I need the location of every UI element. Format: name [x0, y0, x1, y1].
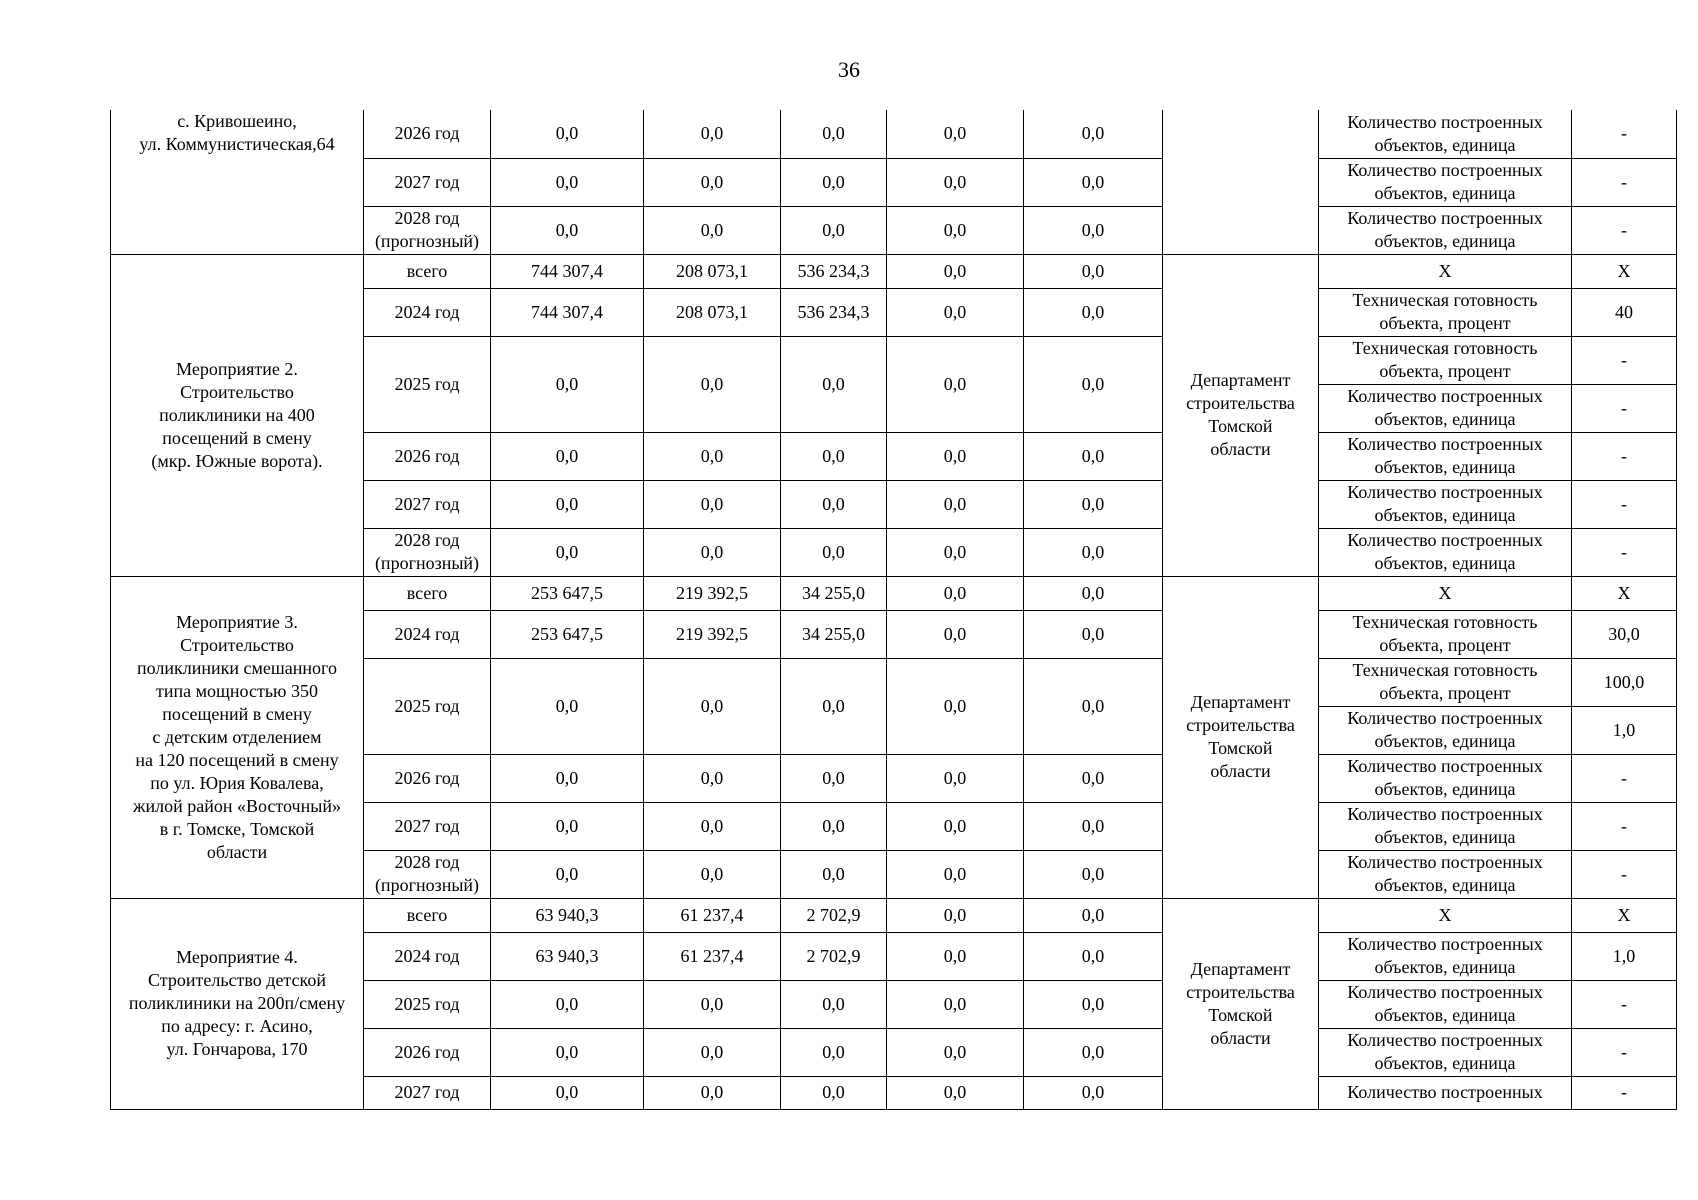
executor-line: Томской	[1208, 416, 1273, 436]
indicator-name-line: X	[1438, 582, 1452, 603]
regional-value: 536 234,3	[781, 288, 887, 336]
indicator-name-cell	[1319, 802, 1572, 850]
extrabudget-value: 0,0	[1024, 754, 1163, 802]
event-name-line: ул. Гончарова, 170	[166, 1039, 308, 1059]
local-value: 0,0	[887, 110, 1024, 158]
total-value: 63 940,3	[491, 898, 644, 932]
indicator-value: -	[1572, 110, 1677, 158]
year-label: всего	[406, 582, 448, 603]
total-value: 0,0	[491, 336, 644, 432]
indicator-name-cell	[1319, 980, 1572, 1028]
executor-line: Томской	[1208, 1004, 1273, 1025]
indicator-name-line: Количество построенных	[1347, 982, 1543, 1002]
year-label: 2026 год	[394, 767, 460, 788]
year-label: 2025 год	[394, 695, 460, 716]
event-name-line: Мероприятие 2.	[176, 358, 298, 379]
extrabudget-value: 0,0	[1024, 158, 1163, 206]
extrabudget-value: 0,0	[1024, 932, 1163, 980]
year-label: (прогнозный)	[374, 231, 480, 251]
extrabudget-value: 0,0	[1024, 206, 1163, 254]
extrabudget-value: 0,0	[1024, 480, 1163, 528]
year-cell	[364, 1028, 491, 1076]
federal-value: 219 392,5	[644, 610, 781, 658]
local-value: 0,0	[887, 336, 1024, 432]
indicator-name-line: Количество построенных	[1347, 434, 1543, 454]
year-cell	[364, 158, 491, 206]
year-label: 2025 год	[394, 373, 460, 394]
indicator-name-line: Количество построенных	[1347, 111, 1543, 132]
year-label: 2028 год	[394, 530, 460, 550]
total-value: 0,0	[491, 802, 644, 850]
executor-line: Департамент	[1190, 370, 1291, 390]
extrabudget-value: 0,0	[1024, 802, 1163, 850]
indicator-name-cell	[1319, 528, 1572, 576]
indicator-name-line: Количество построенных	[1347, 160, 1543, 180]
indicator-value: -	[1572, 850, 1677, 898]
indicator-name-line: объектов, единица	[1374, 731, 1516, 751]
indicator-value: X	[1572, 576, 1677, 610]
indicator-name-cell	[1319, 898, 1572, 932]
federal-value: 0,0	[644, 528, 781, 576]
executor-line: строительства	[1186, 715, 1295, 735]
local-value: 0,0	[887, 850, 1024, 898]
local-value: 0,0	[887, 932, 1024, 980]
regional-value: 0,0	[781, 1028, 887, 1076]
local-value: 0,0	[887, 480, 1024, 528]
regional-value: 0,0	[781, 802, 887, 850]
indicator-name-cell	[1319, 1028, 1572, 1076]
indicator-name-cell	[1319, 754, 1572, 802]
event-name-line: по ул. Юрия Ковалева,	[150, 772, 324, 793]
indicator-name-line: Количество построенных	[1347, 386, 1543, 406]
year-label: 2027 год	[394, 815, 460, 836]
extrabudget-value: 0,0	[1024, 254, 1163, 288]
indicator-name-cell	[1319, 336, 1572, 384]
year-cell	[364, 932, 491, 980]
indicator-name-line: Техническая готовность	[1352, 338, 1538, 358]
indicator-name-cell	[1319, 480, 1572, 528]
indicator-name-line: объектов, единица	[1374, 957, 1516, 977]
event-name-cell	[111, 898, 364, 1109]
year-label: 2026 год	[394, 445, 460, 466]
year-cell	[364, 1076, 491, 1109]
table-row	[111, 254, 1677, 288]
year-label: 2027 год	[394, 1082, 460, 1102]
event-name-line: типа мощностью 350	[156, 680, 318, 701]
regional-value: 0,0	[781, 206, 887, 254]
federal-value: 0,0	[644, 850, 781, 898]
year-cell	[364, 576, 491, 610]
federal-value: 0,0	[644, 336, 781, 432]
indicator-name-line: Техническая готовность	[1352, 290, 1538, 310]
regional-value: 0,0	[781, 432, 887, 480]
indicator-name-cell	[1319, 1076, 1572, 1109]
event-name-line: Строительство	[180, 634, 294, 655]
indicator-name-cell	[1319, 850, 1572, 898]
indicator-name-cell	[1319, 254, 1572, 288]
event-name-line: в г. Томске, Томской	[159, 818, 315, 839]
event-name-line: жилой район «Восточный»	[133, 795, 341, 816]
extrabudget-value: 0,0	[1024, 980, 1163, 1028]
year-label: 2026 год	[394, 1041, 460, 1062]
year-cell	[364, 110, 491, 158]
regional-value: 0,0	[781, 850, 887, 898]
indicator-name-line: объекта, процент	[1379, 313, 1511, 333]
regional-value: 0,0	[781, 1076, 887, 1109]
indicator-value: 40	[1572, 288, 1677, 336]
extrabudget-value: 0,0	[1024, 432, 1163, 480]
year-label: 2024 год	[394, 945, 460, 966]
indicator-name-line: объектов, единица	[1374, 183, 1516, 203]
year-label: 2024 год	[394, 301, 460, 322]
year-label: 2027 год	[394, 171, 460, 192]
year-label: 2028 год	[394, 852, 460, 872]
event-name-cell	[111, 110, 364, 254]
indicator-name-line: объектов, единица	[1374, 134, 1516, 155]
indicator-name-line: Количество построенных	[1347, 1030, 1543, 1050]
year-cell	[364, 480, 491, 528]
year-cell	[364, 658, 491, 754]
table-row	[111, 898, 1677, 932]
indicator-name-line: Техническая готовность	[1352, 612, 1538, 632]
local-value: 0,0	[887, 576, 1024, 610]
federal-value: 61 237,4	[644, 898, 781, 932]
total-value: 253 647,5	[491, 610, 644, 658]
indicator-value: 100,0	[1572, 658, 1677, 706]
federal-value: 0,0	[644, 110, 781, 158]
federal-value: 219 392,5	[644, 576, 781, 610]
event-name-line: Мероприятие 3.	[176, 611, 298, 632]
federal-value: 208 073,1	[644, 254, 781, 288]
year-label: 2024 год	[394, 623, 460, 644]
indicator-name-line: Количество построенных	[1347, 852, 1543, 872]
event-name-line: посещений в смену	[162, 427, 312, 448]
total-value: 744 307,4	[491, 288, 644, 336]
regional-value: 2 702,9	[781, 932, 887, 980]
year-label: 2026 год	[394, 123, 460, 144]
indicator-value: -	[1572, 384, 1677, 432]
regional-value: 34 255,0	[781, 576, 887, 610]
indicator-name-line: объектов, единица	[1374, 505, 1516, 525]
page-number: 36	[838, 57, 860, 82]
executor-line: Департамент	[1190, 692, 1291, 712]
indicator-name-cell	[1319, 706, 1572, 754]
indicator-name-line: объектов, единица	[1374, 1005, 1516, 1025]
total-value: 0,0	[491, 658, 644, 754]
regional-value: 0,0	[781, 658, 887, 754]
indicator-value: -	[1572, 432, 1677, 480]
indicator-name-line: объектов, единица	[1374, 1053, 1516, 1073]
regional-value: 0,0	[781, 336, 887, 432]
indicator-value: -	[1572, 158, 1677, 206]
event-name-cell	[111, 254, 364, 576]
executor-cell	[1163, 110, 1319, 254]
indicator-name-line: объектов, единица	[1374, 457, 1516, 477]
indicator-name-line: Количество построенных	[1347, 804, 1543, 824]
event-name-line: области	[206, 841, 268, 862]
indicator-name-cell	[1319, 158, 1572, 206]
indicator-name-line: объектов, единица	[1374, 553, 1516, 573]
indicator-name-line: X	[1438, 260, 1452, 281]
extrabudget-value: 0,0	[1024, 1028, 1163, 1076]
federal-value: 0,0	[644, 206, 781, 254]
indicator-value: 1,0	[1572, 706, 1677, 754]
indicator-name-line: объекта, процент	[1379, 635, 1511, 655]
total-value: 253 647,5	[491, 576, 644, 610]
indicator-name-line: Количество построенных	[1347, 482, 1543, 502]
indicator-name-line: объектов, единица	[1374, 827, 1516, 847]
indicator-value: -	[1572, 802, 1677, 850]
extrabudget-value: 0,0	[1024, 1076, 1163, 1109]
regional-value: 0,0	[781, 528, 887, 576]
indicator-name-line: объектов, единица	[1374, 409, 1516, 429]
table-row	[111, 110, 1677, 158]
executor-line: строительства	[1186, 981, 1295, 1002]
indicator-value: -	[1572, 206, 1677, 254]
federal-value: 0,0	[644, 1076, 781, 1109]
federal-value: 61 237,4	[644, 932, 781, 980]
event-name-line: ул. Коммунистическая,64	[139, 134, 335, 154]
local-value: 0,0	[887, 528, 1024, 576]
extrabudget-value: 0,0	[1024, 610, 1163, 658]
year-label: (прогнозный)	[374, 553, 480, 573]
extrabudget-value: 0,0	[1024, 336, 1163, 432]
indicator-value: X	[1572, 898, 1677, 932]
year-cell	[364, 802, 491, 850]
total-value: 0,0	[491, 980, 644, 1028]
local-value: 0,0	[887, 980, 1024, 1028]
regional-value: 0,0	[781, 480, 887, 528]
indicator-name-line: объекта, процент	[1379, 683, 1511, 703]
regional-value: 0,0	[781, 980, 887, 1028]
indicator-name-line: Количество построенных	[1347, 756, 1543, 776]
local-value: 0,0	[887, 254, 1024, 288]
indicator-name-line: X	[1438, 904, 1452, 925]
event-name-line: с детским отделением	[152, 726, 322, 747]
total-value: 0,0	[491, 1028, 644, 1076]
indicator-name-line: Количество построенных	[1347, 708, 1543, 728]
federal-value: 0,0	[644, 432, 781, 480]
total-value: 0,0	[491, 110, 644, 158]
federal-value: 0,0	[644, 754, 781, 802]
indicator-value: -	[1572, 480, 1677, 528]
indicator-name-cell	[1319, 110, 1572, 158]
year-cell	[364, 610, 491, 658]
event-name-cell	[111, 576, 364, 898]
indicator-name-cell	[1319, 610, 1572, 658]
indicator-name-line: объектов, единица	[1374, 875, 1516, 895]
year-label: 2025 год	[394, 993, 460, 1014]
extrabudget-value: 0,0	[1024, 898, 1163, 932]
total-value: 0,0	[491, 158, 644, 206]
event-name-line: поликлиники на 400	[159, 404, 315, 425]
year-cell	[364, 254, 491, 288]
program-activities-table	[110, 110, 1677, 1110]
extrabudget-value: 0,0	[1024, 658, 1163, 754]
local-value: 0,0	[887, 802, 1024, 850]
event-name-line: (мкр. Южные ворота).	[151, 450, 323, 471]
regional-value: 0,0	[781, 754, 887, 802]
total-value: 0,0	[491, 480, 644, 528]
year-cell	[364, 898, 491, 932]
event-name-line: на 120 посещений в смену	[135, 749, 339, 770]
year-cell	[364, 336, 491, 432]
executor-line: строительства	[1186, 393, 1295, 413]
indicator-name-line: объектов, единица	[1374, 779, 1516, 799]
indicator-name-cell	[1319, 384, 1572, 432]
indicator-name-cell	[1319, 432, 1572, 480]
local-value: 0,0	[887, 1076, 1024, 1109]
total-value: 0,0	[491, 754, 644, 802]
federal-value: 0,0	[644, 480, 781, 528]
indicator-name-line: Количество построенных	[1347, 934, 1543, 954]
year-cell	[364, 206, 491, 254]
total-value: 0,0	[491, 528, 644, 576]
year-cell	[364, 528, 491, 576]
indicator-name-line: Количество построенных	[1347, 1082, 1543, 1102]
year-label: (прогнозный)	[374, 875, 480, 895]
table-row	[111, 576, 1677, 610]
event-name-line: Строительство	[180, 381, 294, 402]
event-name-line: по адресу: г. Асино,	[161, 1016, 313, 1036]
total-value: 63 940,3	[491, 932, 644, 980]
local-value: 0,0	[887, 158, 1024, 206]
local-value: 0,0	[887, 610, 1024, 658]
federal-value: 0,0	[644, 980, 781, 1028]
local-value: 0,0	[887, 898, 1024, 932]
local-value: 0,0	[887, 658, 1024, 754]
indicator-value: -	[1572, 1076, 1677, 1109]
federal-value: 208 073,1	[644, 288, 781, 336]
extrabudget-value: 0,0	[1024, 288, 1163, 336]
indicator-name-line: Техническая готовность	[1352, 660, 1538, 680]
year-label: 2028 год	[394, 208, 460, 228]
event-name-line: поликлиники смешанного	[137, 657, 337, 678]
local-value: 0,0	[887, 206, 1024, 254]
indicator-value: -	[1572, 1028, 1677, 1076]
federal-value: 0,0	[644, 658, 781, 754]
indicator-value: -	[1572, 528, 1677, 576]
total-value: 0,0	[491, 432, 644, 480]
extrabudget-value: 0,0	[1024, 110, 1163, 158]
indicator-name-line: Количество построенных	[1347, 530, 1543, 550]
executor-cell	[1163, 576, 1319, 898]
executor-line: Томской	[1208, 738, 1273, 758]
year-label: 2027 год	[394, 493, 460, 514]
regional-value: 536 234,3	[781, 254, 887, 288]
indicator-name-line: Количество построенных	[1347, 208, 1543, 228]
indicator-name-cell	[1319, 658, 1572, 706]
indicator-name-cell	[1319, 932, 1572, 980]
year-label: всего	[406, 904, 448, 925]
local-value: 0,0	[887, 754, 1024, 802]
event-name-line: посещений в смену	[162, 703, 312, 724]
indicator-name-cell	[1319, 206, 1572, 254]
indicator-name-line: объекта, процент	[1379, 361, 1511, 381]
total-value: 0,0	[491, 850, 644, 898]
year-cell	[364, 432, 491, 480]
year-cell	[364, 288, 491, 336]
indicator-value: -	[1572, 336, 1677, 384]
federal-value: 0,0	[644, 158, 781, 206]
event-name-line: Строительство детской	[148, 970, 326, 990]
year-cell	[364, 850, 491, 898]
local-value: 0,0	[887, 1028, 1024, 1076]
indicator-value: 30,0	[1572, 610, 1677, 658]
extrabudget-value: 0,0	[1024, 528, 1163, 576]
local-value: 0,0	[887, 288, 1024, 336]
indicator-value: 1,0	[1572, 932, 1677, 980]
executor-line: области	[1210, 761, 1271, 781]
executor-line: Департамент	[1190, 958, 1291, 979]
federal-value: 0,0	[644, 802, 781, 850]
indicator-value: X	[1572, 254, 1677, 288]
executor-line: области	[1210, 1027, 1271, 1048]
event-name-line: с. Кривошеино,	[177, 111, 297, 131]
indicator-value: -	[1572, 980, 1677, 1028]
event-name-line: поликлиники на 200п/смену	[128, 993, 346, 1013]
year-cell	[364, 754, 491, 802]
year-label: всего	[406, 260, 448, 281]
federal-value: 0,0	[644, 1028, 781, 1076]
extrabudget-value: 0,0	[1024, 850, 1163, 898]
total-value: 0,0	[491, 1076, 644, 1109]
executor-line: области	[1210, 439, 1271, 459]
executor-cell	[1163, 254, 1319, 576]
regional-value: 34 255,0	[781, 610, 887, 658]
event-name-line: Мероприятие 4.	[176, 947, 298, 967]
regional-value: 0,0	[781, 158, 887, 206]
regional-value: 2 702,9	[781, 898, 887, 932]
year-cell	[364, 980, 491, 1028]
total-value: 744 307,4	[491, 254, 644, 288]
indicator-name-cell	[1319, 288, 1572, 336]
indicator-name-cell	[1319, 576, 1572, 610]
indicator-value: -	[1572, 754, 1677, 802]
total-value: 0,0	[491, 206, 644, 254]
local-value: 0,0	[887, 432, 1024, 480]
indicator-name-line: объектов, единица	[1374, 231, 1516, 251]
extrabudget-value: 0,0	[1024, 576, 1163, 610]
executor-cell	[1163, 898, 1319, 1109]
regional-value: 0,0	[781, 110, 887, 158]
